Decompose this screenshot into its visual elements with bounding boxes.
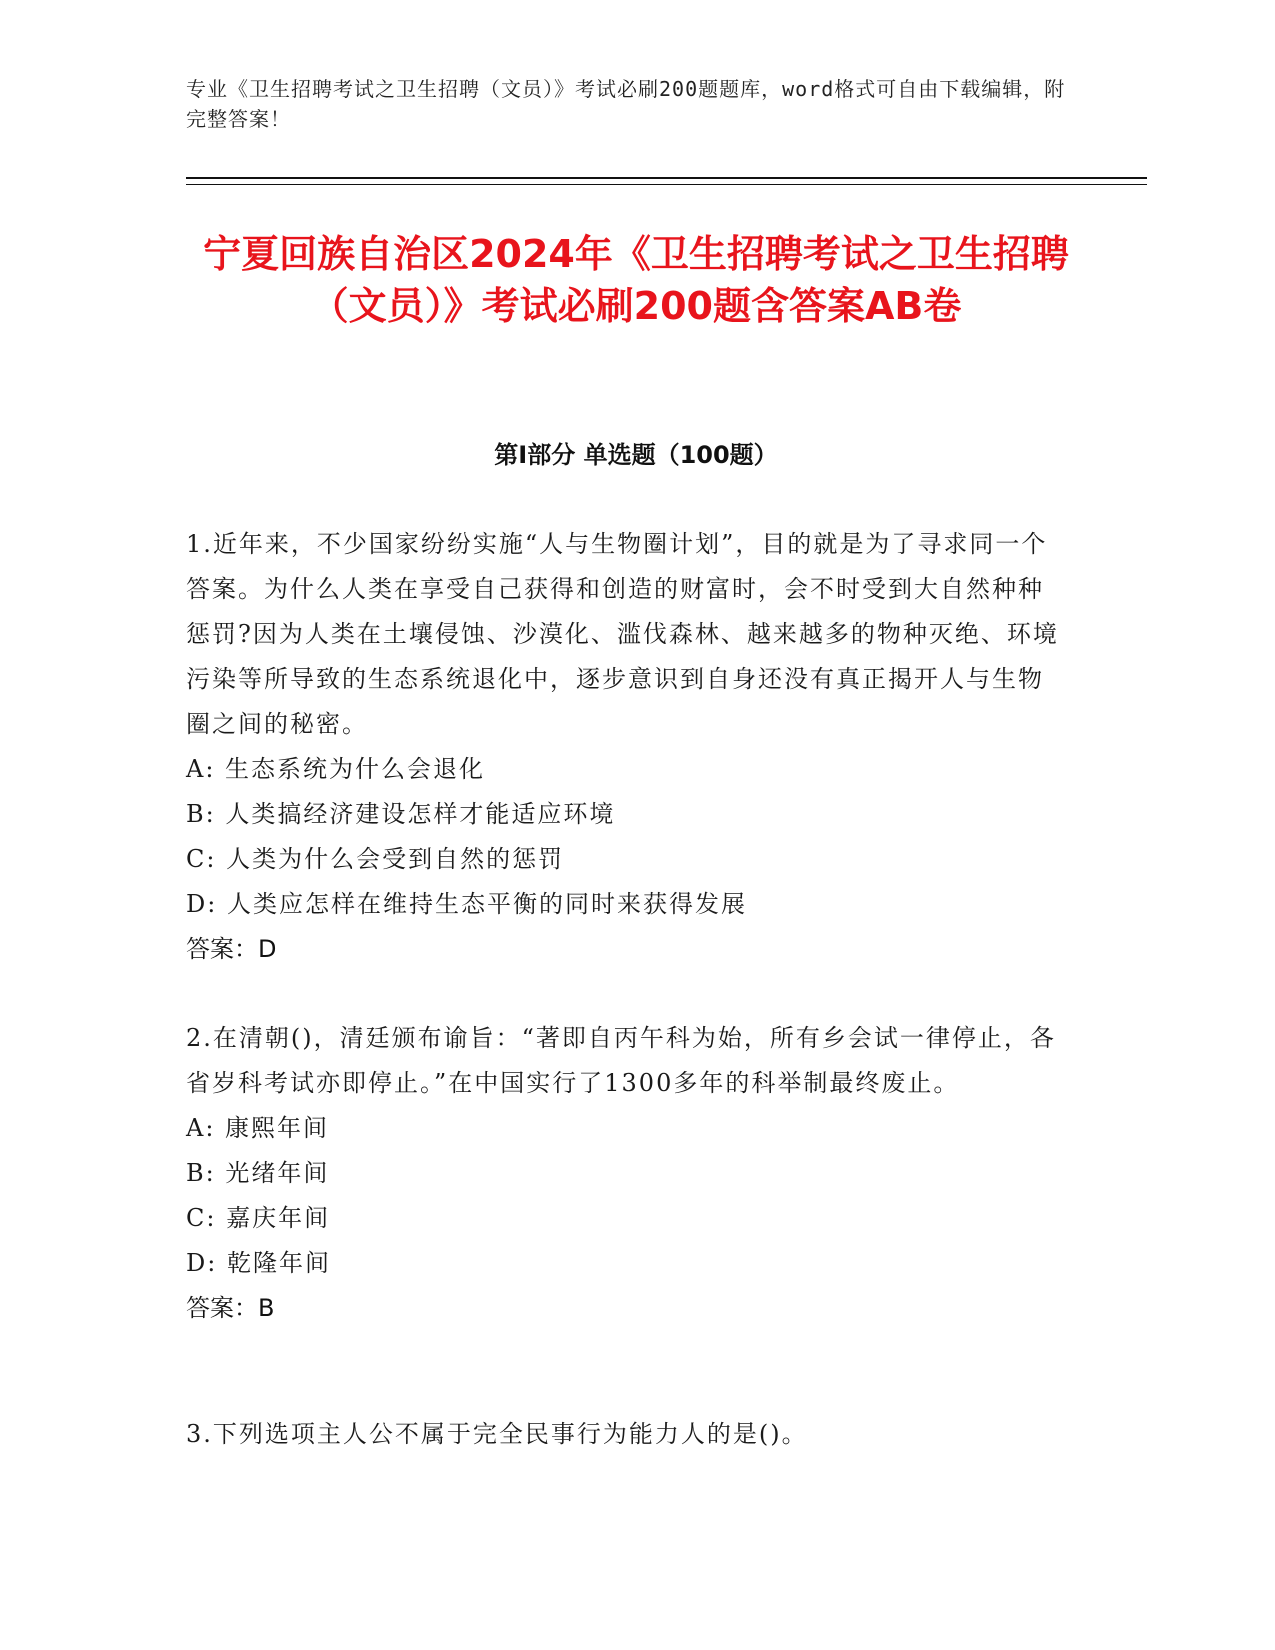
question-3: [186, 1412, 1066, 1457]
section-title: 第I部分 单选题（100题）: [494, 441, 778, 469]
option-a: A: 康熙年间: [186, 1114, 330, 1142]
header-divider-thick: [186, 177, 1147, 179]
question-2: [186, 1016, 1066, 1331]
question-1: [186, 522, 1066, 972]
question-stem: 3.下列选项主人公不属于完全民事行为能力人的是()。: [186, 1420, 808, 1448]
document-title: 宁夏回族自治区2024年《卫生招聘考试之卫生招聘（文员）》考试必刷200题含答案AB卷: [203, 232, 1069, 328]
question-stem: 2.在清朝()，清廷颁布谕旨：“著即自丙午科为始，所有乡会试一律停止，各省岁科考试亦即停止。”在中国实行了1300多年的科举制最终废止。: [186, 1024, 1056, 1097]
option-d: D: 乾隆年间: [186, 1249, 331, 1277]
header-divider-thin: [186, 184, 1147, 185]
option-d: D: 人类应怎样在维持生态平衡的同时来获得发展: [186, 890, 747, 918]
option-c: C: 人类为什么会受到自然的惩罚: [186, 845, 565, 873]
answer: 答案：D: [186, 935, 277, 963]
option-b: B: 光绪年间: [186, 1159, 330, 1187]
option-c: C: 嘉庆年间: [186, 1204, 331, 1232]
header-note: 专业《卫生招聘考试之卫生招聘（文员）》考试必刷200题题库，word格式可自由下载编辑，附完整答案！: [186, 77, 1066, 131]
option-b: B: 人类搞经济建设怎样才能适应环境: [186, 800, 616, 828]
question-stem: 1.近年来，不少国家纷纷实施“人与生物圈计划”，目的就是为了寻求同一个答案。为什么人类在享受自己获得和创造的财富时，会不时受到大自然种种惩罚?因为人类在土壤侵蚀、沙漠化、滥伐森林、越来越多的物种灭绝、环境污染等所导致的生态系统退化中，逐步意识到自身还没有真正揭开人与生物圈之间的秘密。: [186, 530, 1059, 738]
option-a: A: 生态系统为什么会退化: [186, 755, 486, 783]
answer: 答案：B: [186, 1294, 275, 1322]
